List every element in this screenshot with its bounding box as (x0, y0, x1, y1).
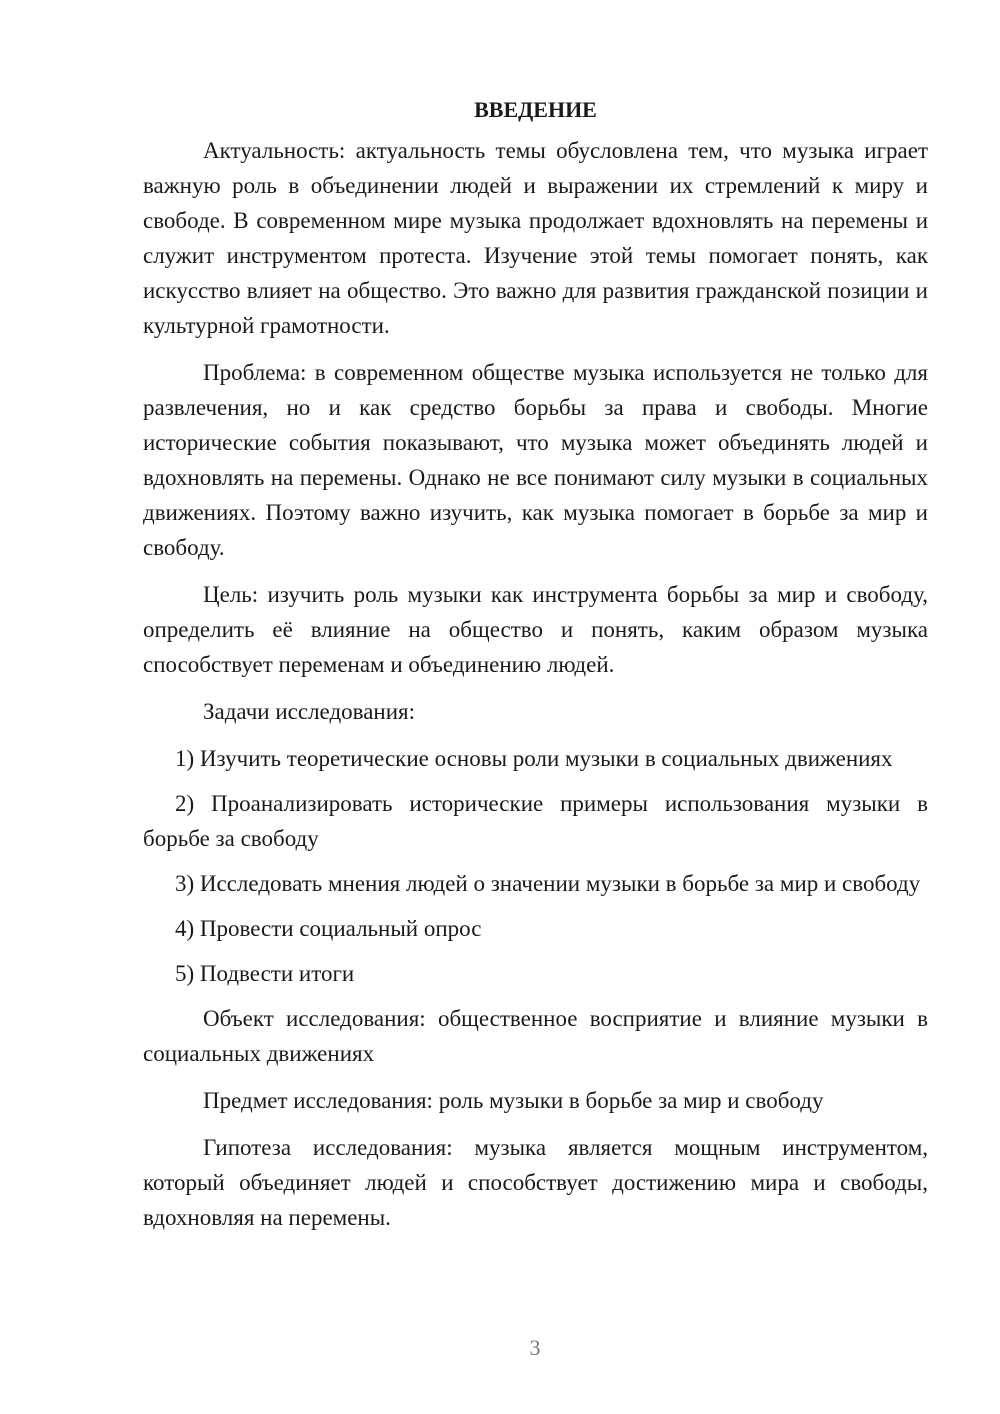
section-title: ВВЕДЕНИЕ (474, 97, 597, 122)
relevance-paragraph: Актуальность: актуальность темы обусловлена тем, что музыка играет важную роль в объединении людей и выражении их стремлений к миру и свободе. В современном мире музыка продолжает вдохновлять на перемены и служит инструментом протеста. Изучение этой темы помогает понять, как искусство влияет на общество. Это важно для развития гражданской позиции и культурной грамотности. (143, 138, 928, 338)
object-paragraph: Объект исследования: общественное восприятие и влияние музыки в социальных движениях (143, 1006, 928, 1066)
page-content (143, 95, 928, 1247)
task-item: 5) Подвести итоги (175, 961, 355, 986)
task-item: 1) Изучить теоретические основы роли музыки в социальных движениях (175, 746, 893, 771)
task-item: 3) Исследовать мнения людей о значении музыки в борьбе за мир и свободу (175, 871, 921, 896)
tasks-heading: Задачи исследования: (203, 699, 416, 724)
task-item: 4) Провести социальный опрос (175, 916, 482, 941)
subject-paragraph: Предмет исследования: роль музыки в борьбе за мир и свободу (203, 1088, 824, 1113)
goal-paragraph: Цель: изучить роль музыки как инструмента борьбы за мир и свободу, определить её влияние на общество и понять, каким образом музыка способствует переменам и объединению людей. (143, 582, 928, 677)
task-item: 2) Проанализировать исторические примеры использования музыки в борьбе за свободу (143, 791, 928, 851)
problem-paragraph: Проблема: в современном обществе музыка используется не только для развлечения, но и как средство борьбы за права и свободы. Многие исторические события показывают, что музыка может объединять людей и вдохновлять на перемены. Однако не все понимают силу музыки в социальных движениях. Поэтому важно изучить, как музыка помогает в борьбе за мир и свободу. (143, 360, 928, 560)
page-number: 3 (529, 1335, 541, 1360)
hypothesis-paragraph: Гипотеза исследования: музыка является мощным инструментом, который объединяет людей и способствует достижению мира и свободы, вдохновляя на перемены. (143, 1135, 928, 1230)
